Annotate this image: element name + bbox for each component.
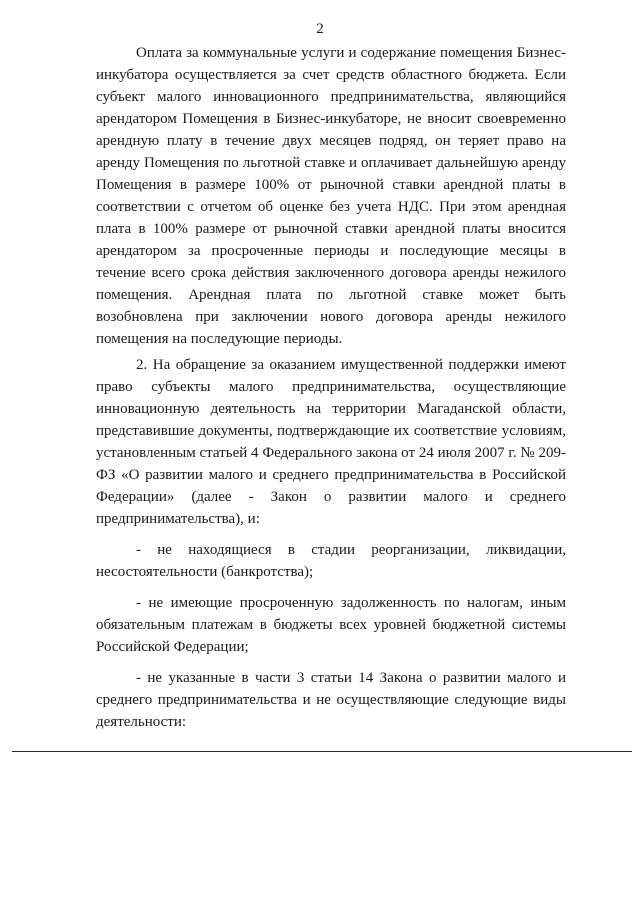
list-item-not-excluded-activities: - не указанные в части 3 статьи 14 Закона о развитии малого и среднего предпринимательства и не осуществляющие следующие виды деятельности: xyxy=(96,670,566,730)
list-item-no-tax-debt: - не имеющие просроченную задолженность по налогам, иным обязательным платежам в бюджеты всех уровней бюджетной системы Российской Федерации; xyxy=(96,595,566,655)
page-number: 2 xyxy=(316,21,324,37)
footer-divider xyxy=(12,751,632,752)
paragraph-eligibility: 2. На обращение за оказанием имущественной поддержки имеют право субъекты малого предпринимательства, осуществляющие инновационную деятельность на территории Магаданской области, представившие документы, подтверждающие их соответствие условиям, установленным статьей 4 Федерального закона от 24 июля 2007 г. № 209-ФЗ «О развитии малого и среднего предпринимательства в Российской Федерации» (далее - Закон о развитии малого и среднего предпринимательства), и: xyxy=(96,357,566,527)
paragraph-rent-payment: Оплата за коммунальные услуги и содержание помещения Бизнес-инкубатора осуществляется за счет средств областного бюджета. Если субъект малого инновационного предпринимательства, являющийся арендатором Помещения в Бизнес-инкубаторе, не вносит своевременно арендную плату в течение двух месяцев подряд, он теряет право на аренду Помещения по льготной ставке и оплачивает дальнейшую аренду Помещения в размере 100% от рыночной ставки арендной платы в соответствии с отчетом об оценке без учета НДС. При этом арендная плата в 100% размере от рыночной ставки арендной платы вносится арендатором за просроченные периоды и последующие месяцы в течение всего срока действия заключенного договора аренды нежилого помещения. Арендная плата по льготной ставке может быть возобновлена при заключении нового договора аренды нежилого помещения на последующие периоды. xyxy=(96,45,566,347)
list-item-not-reorganizing: - не находящиеся в стадии реорганизации, ликвидации, несостоятельности (банкротства); xyxy=(96,542,566,580)
document-body xyxy=(96,42,566,733)
